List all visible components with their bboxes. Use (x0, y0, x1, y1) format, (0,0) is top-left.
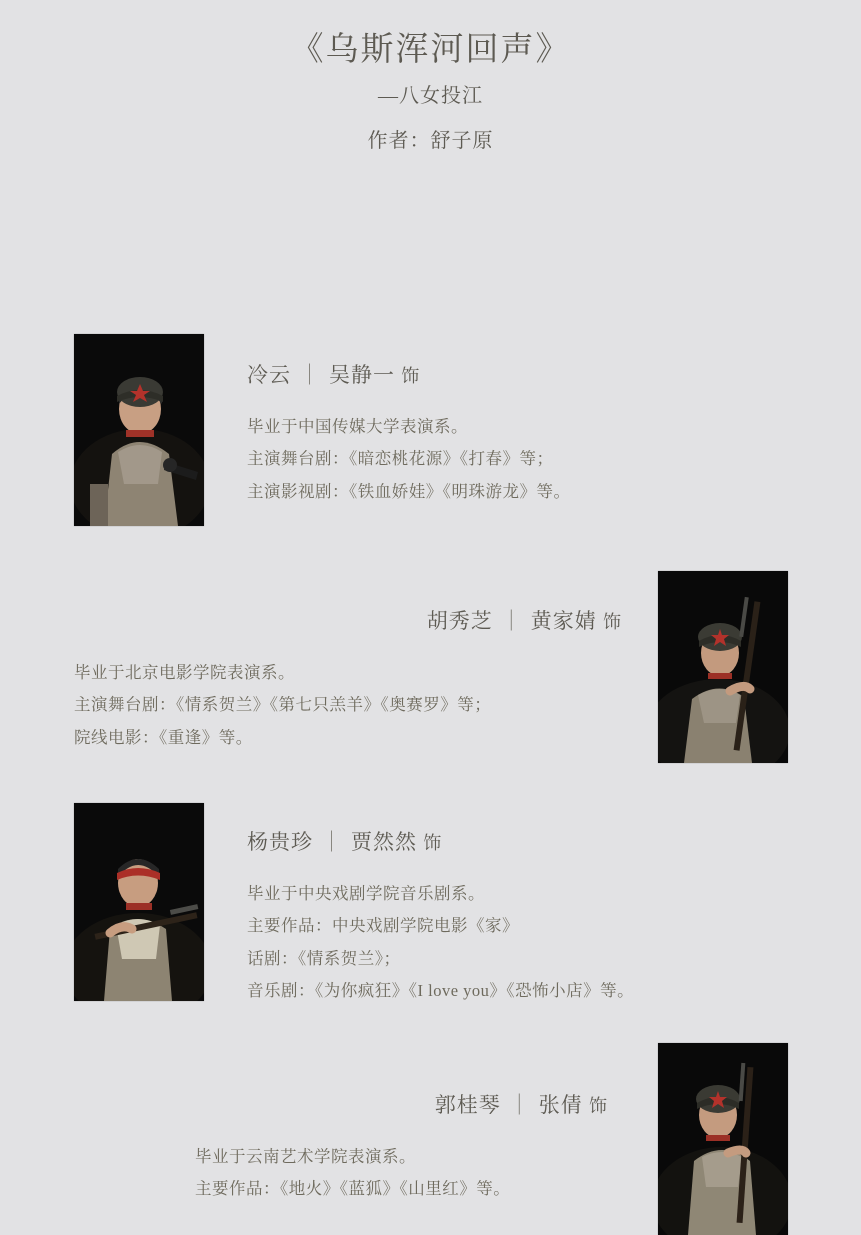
name-separator: ｜ (508, 1093, 531, 1118)
character-name: 冷云 (247, 363, 291, 388)
bio-line: 毕业于中国传媒大学表演系。 (247, 417, 468, 437)
actor-name: 贾然然 (351, 830, 417, 855)
bio-line: 话剧：《情系贺兰》； (247, 948, 401, 968)
bio-line: 主要作品：中央戏剧学院电影《家》 (247, 916, 519, 936)
cast-bio (74, 657, 634, 754)
stage-photo-icon (74, 803, 204, 1001)
name-separator: ｜ (321, 830, 343, 855)
cast-name-line (247, 826, 634, 856)
name-separator: ｜ (500, 609, 523, 634)
role-suffix: 饰 (401, 366, 421, 387)
cast-name-line (120, 1089, 620, 1119)
cast-bio (247, 411, 571, 508)
stage-photo-icon (74, 334, 204, 526)
bio-line: 主演舞台剧：《暗恋桃花源》《打春》等； (247, 449, 554, 469)
bio-line: 主演影视剧：《铁血娇娃》《明珠游龙》等。 (247, 481, 571, 501)
page-subtitle: —八女投江 (378, 85, 483, 108)
cast-bio (120, 1141, 620, 1205)
character-name: 胡秀芝 (426, 609, 493, 634)
document-header (0, 0, 861, 153)
cast-text-block (120, 1089, 620, 1205)
cast-name-line (247, 359, 571, 389)
bio-line: 主要作品：《地火》《蓝狐》《山里红》等。 (195, 1179, 511, 1199)
name-separator: ｜ (299, 363, 321, 388)
author-line: 作者：舒子原 (367, 130, 494, 153)
stage-photo-icon (658, 571, 788, 763)
role-suffix: 饰 (589, 1096, 608, 1117)
cast-name-line (74, 605, 634, 635)
bio-line: 毕业于中央戏剧学院音乐剧系。 (247, 884, 485, 904)
cast-text-block (247, 826, 634, 1007)
bio-line: 院线电影：《重逢》等。 (74, 727, 253, 747)
character-name: 杨贵珍 (247, 830, 313, 855)
bio-line: 毕业于云南艺术学院表演系。 (195, 1147, 416, 1167)
actor-name: 黄家婧 (530, 609, 597, 634)
page-title: 《乌斯浑河回声》 (290, 32, 571, 68)
actor-name: 张倩 (538, 1093, 583, 1118)
character-name: 郭桂琴 (434, 1093, 501, 1118)
role-suffix: 饰 (603, 612, 622, 633)
bio-line: 毕业于北京电影学院表演系。 (74, 663, 295, 683)
cast-text-block (74, 605, 634, 754)
bio-line: 音乐剧：《为你疯狂》《I love you》《恐怖小店》等。 (247, 980, 635, 1000)
cast-photo (74, 803, 204, 1001)
bio-line: 主演舞台剧：《情系贺兰》《第七只羔羊》《奥赛罗》等； (74, 695, 492, 715)
role-suffix: 饰 (423, 833, 443, 854)
actor-name: 吴静一 (329, 363, 395, 388)
stage-photo-icon (658, 1043, 788, 1235)
cast-bio (247, 878, 634, 1007)
cast-photo (658, 1043, 788, 1235)
cast-photo (658, 571, 788, 763)
cast-text-block (247, 359, 571, 508)
cast-photo (74, 334, 204, 526)
